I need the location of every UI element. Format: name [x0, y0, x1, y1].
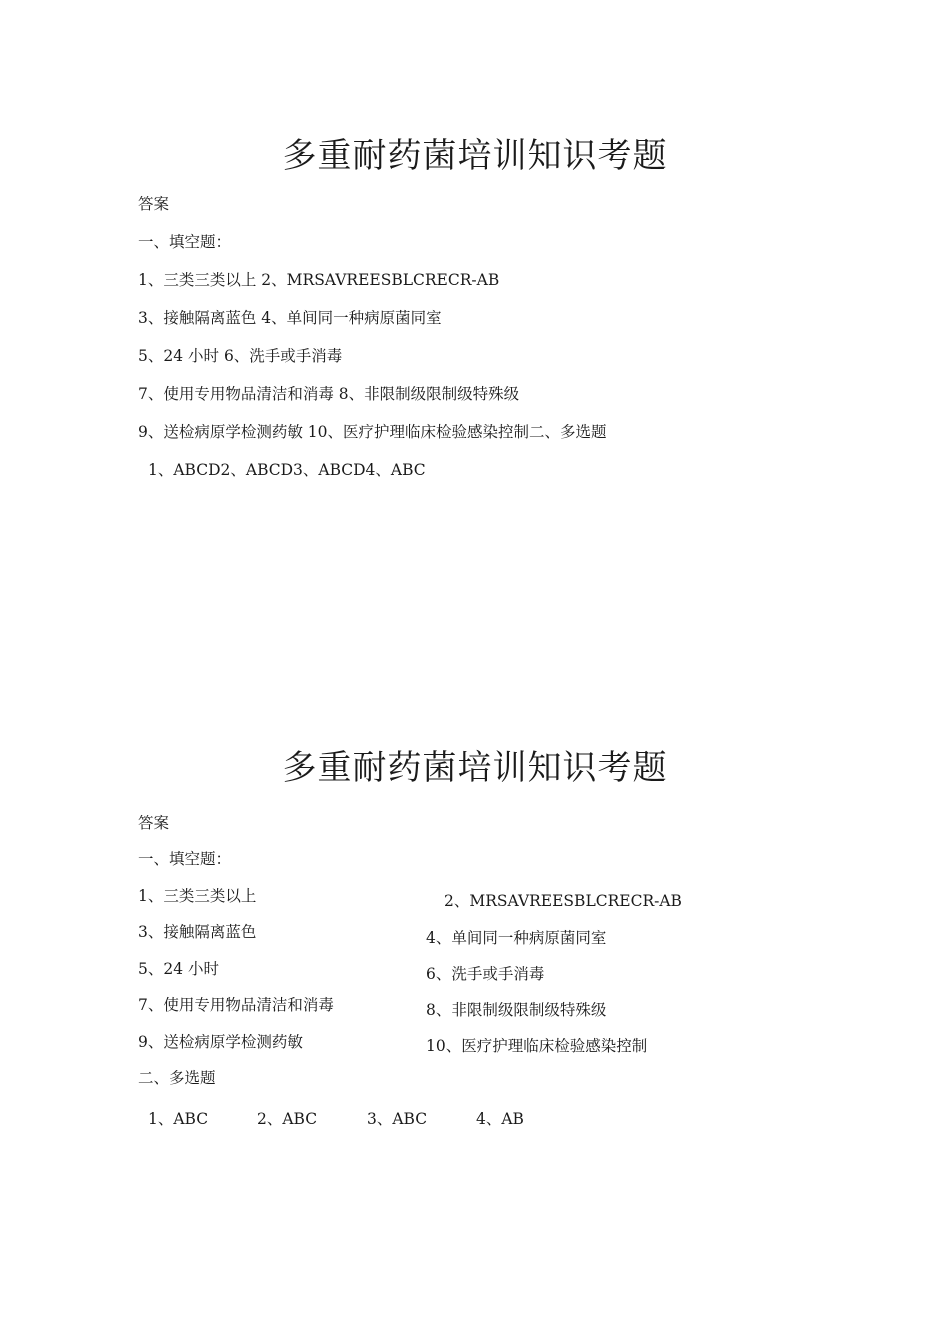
answer-right: 6、洗手或手消毒 [426, 965, 545, 983]
answer-line: 1、ABCD2、ABCD3、ABCD4、ABC [148, 461, 426, 479]
section-heading: 一、填空题： [138, 233, 232, 251]
answer-label: 答案 [138, 195, 170, 213]
answer-left: 3、接触隔离蓝色 [138, 923, 257, 941]
answer-right: 2、MRSAVREESBLCRECR-AB [444, 892, 682, 910]
answer-line: 7、使用专用物品清洁和消毒 8、非限制级限制级特殊级 [138, 385, 520, 403]
answer-right: 10、医疗护理临床检验感染控制 [426, 1037, 648, 1055]
mc-answer: 1、ABC [148, 1110, 209, 1128]
page-title: 多重耐药菌培训知识考题 [282, 748, 668, 788]
mc-answer: 3、ABC [367, 1110, 428, 1128]
mc-answer-row [140, 1104, 600, 1128]
page-title: 多重耐药菌培训知识考题 [282, 136, 668, 176]
answer-label: 答案 [138, 814, 170, 832]
answer-left: 9、送检病原学检测药敏 [138, 1033, 303, 1051]
answer-line: 9、送检病原学检测药敏 10、医疗护理临床检验感染控制二、多选题 [138, 423, 607, 441]
mc-answer: 4、AB [476, 1110, 524, 1128]
answer-right: 4、单间同一种病原菌同室 [426, 929, 607, 947]
answer-line: 1、三类三类以上 2、MRSAVREESBLCRECR-AB [138, 271, 500, 289]
answer-line: 3、接触隔离蓝色 4、单间同一种病原菌同室 [138, 309, 442, 327]
answer-left: 1、三类三类以上 [138, 887, 257, 905]
answer-left: 5、24 小时 [138, 960, 220, 978]
answer-line: 5、24 小时 6、洗手或手消毒 [138, 347, 343, 365]
section-heading: 一、填空题： [138, 850, 232, 868]
answer-right: 8、非限制级限制级特殊级 [426, 1001, 607, 1019]
section-heading: 二、多选题 [138, 1069, 216, 1087]
answer-left: 7、使用专用物品清洁和消毒 [138, 996, 334, 1014]
mc-answer: 2、ABC [257, 1110, 318, 1128]
